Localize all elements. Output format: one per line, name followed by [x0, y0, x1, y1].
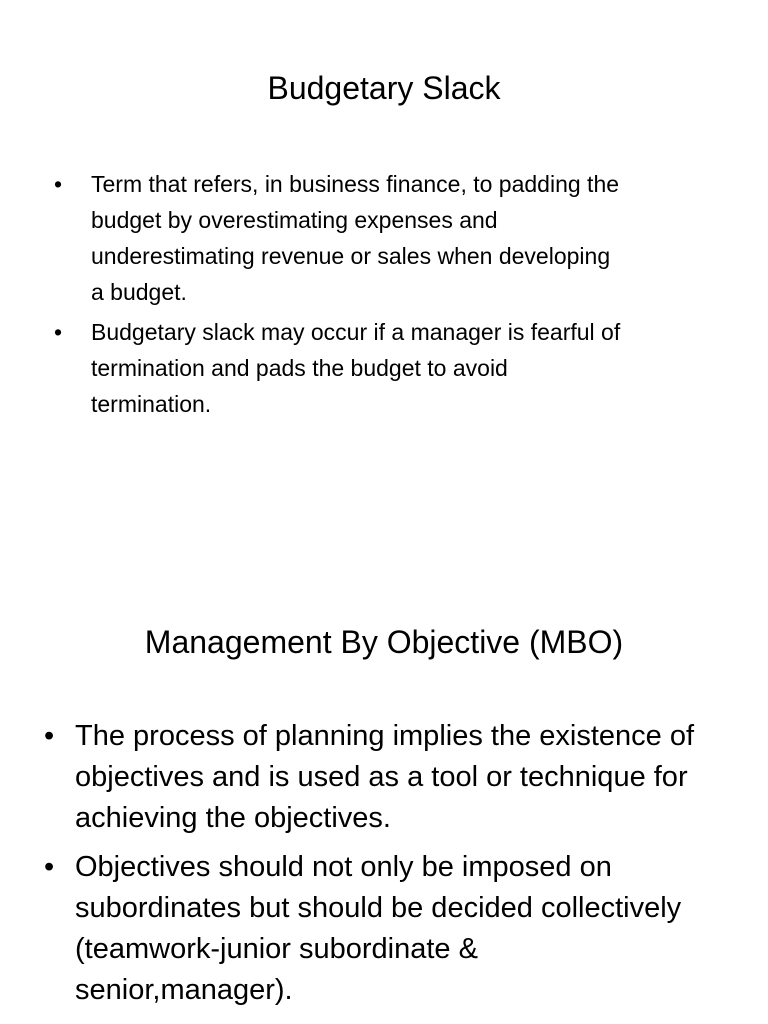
bullet-item	[54, 166, 744, 310]
bullet-line: Term that refers, in business finance, to padding the	[91, 171, 620, 197]
bullet-line: a budget.	[91, 279, 187, 305]
bullet-item	[44, 847, 754, 1011]
bullet-line: budget by overestimating expenses and	[91, 207, 498, 233]
bullet-item	[54, 314, 744, 422]
bullet-line: objectives and is used as a tool or technique for	[75, 761, 688, 793]
bullet-dot-icon: •	[44, 720, 55, 752]
bullet-line: Budgetary slack may occur if a manager is fearful of	[91, 319, 621, 345]
bullet-line: achieving the objectives.	[75, 802, 391, 834]
slide-title-budgetary-slack: Budgetary Slack	[267, 70, 501, 106]
bullet-line: The process of planning implies the existence of	[75, 720, 695, 752]
bullet-line: termination.	[91, 391, 212, 417]
bullet-line: subordinates but should be decided collectively	[75, 892, 682, 924]
bullet-line: (teamwork-junior subordinate &	[75, 933, 478, 965]
bullet-dot-icon: •	[54, 319, 63, 345]
bullet-dot-icon: •	[44, 851, 55, 883]
bullet-line: senior,manager).	[75, 974, 293, 1006]
bullet-line: underestimating revenue or sales when developing	[91, 243, 611, 269]
slide-title-mbo: Management By Objective (MBO)	[144, 624, 624, 660]
bullet-dot-icon: •	[54, 171, 63, 197]
bullet-list-budgetary-slack	[54, 166, 744, 426]
bullet-line: termination and pads the budget to avoid	[91, 355, 508, 381]
bullet-item	[44, 716, 754, 839]
bullet-list-mbo	[44, 716, 754, 1019]
bullet-line: Objectives should not only be imposed on	[75, 851, 612, 883]
